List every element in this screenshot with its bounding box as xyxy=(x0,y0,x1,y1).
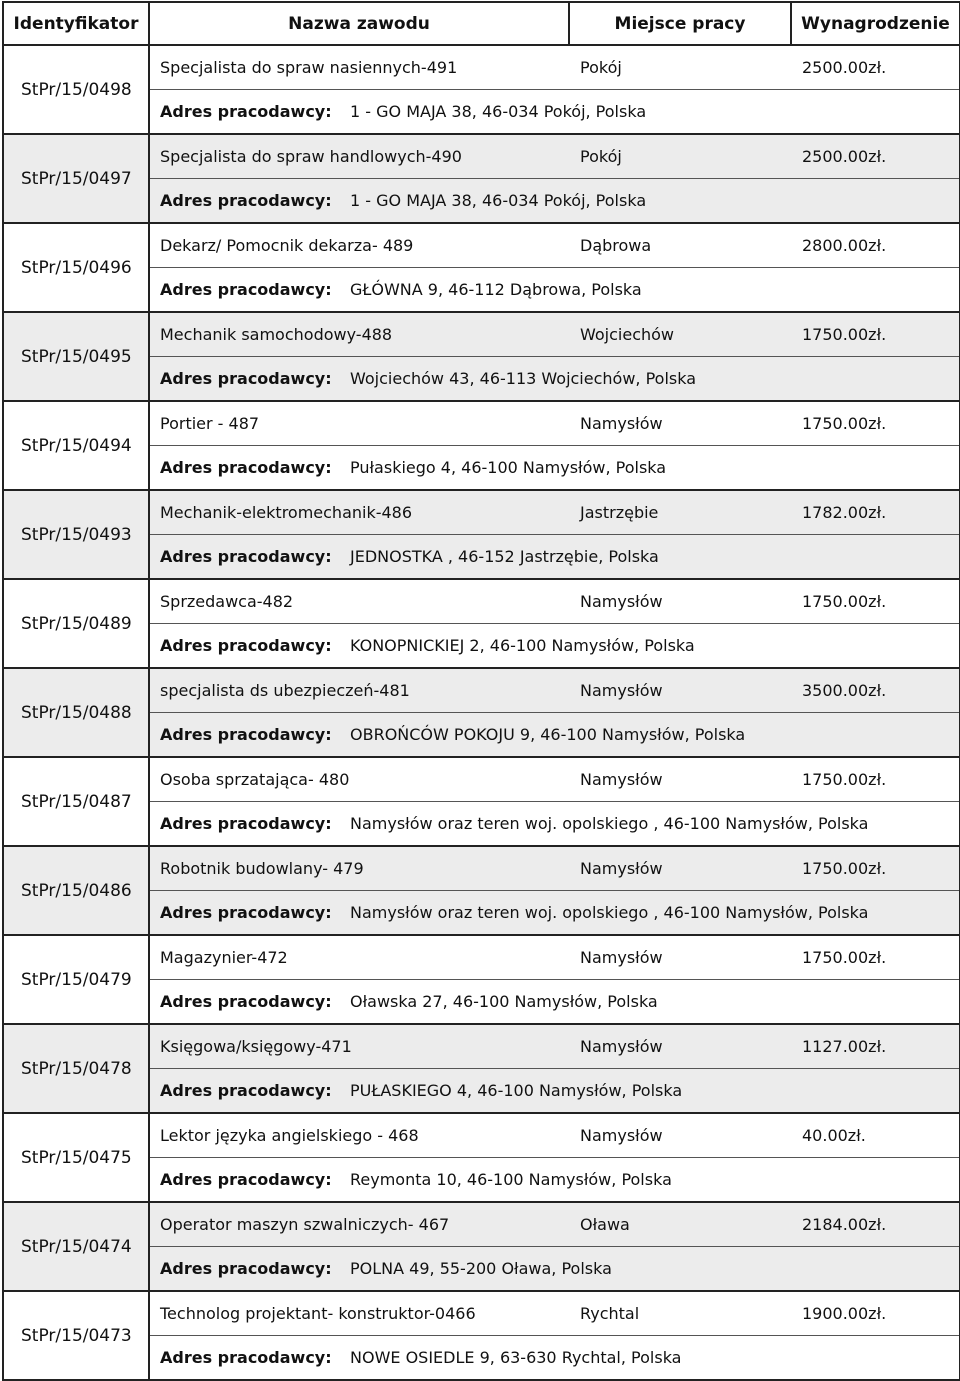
salary: 2500.00zł. xyxy=(802,147,887,166)
salary: 1750.00zł. xyxy=(802,770,887,789)
table-row xyxy=(3,668,960,757)
work-place: Namysłów xyxy=(580,948,663,967)
job-title: Portier - 487 xyxy=(160,414,260,433)
address-label: Adres pracodawcy: xyxy=(160,458,332,477)
employer-address: Oławska 27, 46-100 Namysłów, Polska xyxy=(350,992,658,1011)
header-id: Identyfikator xyxy=(3,2,149,45)
offer-address-line xyxy=(150,1336,959,1379)
offer-id: StPr/15/0473 xyxy=(3,1291,149,1380)
work-place: Namysłów xyxy=(580,414,663,433)
offer-main-line xyxy=(150,224,959,268)
salary: 1750.00zł. xyxy=(802,592,887,611)
salary: 1127.00zł. xyxy=(802,1037,887,1056)
table-row xyxy=(3,1202,960,1291)
salary: 1782.00zł. xyxy=(802,503,887,522)
offer-address-line xyxy=(150,179,959,222)
offer-id: StPr/15/0487 xyxy=(3,757,149,846)
offer-address-line xyxy=(150,446,959,489)
employer-address: Reymonta 10, 46-100 Namysłów, Polska xyxy=(350,1170,672,1189)
offer-address-line xyxy=(150,357,959,400)
offer-main-line xyxy=(150,135,959,179)
offer-main-line xyxy=(150,402,959,446)
offer-details xyxy=(149,312,960,401)
address-label: Adres pracodawcy: xyxy=(160,1170,332,1189)
work-place: Namysłów xyxy=(580,1126,663,1145)
header-job: Nazwa zawodu xyxy=(149,2,569,45)
table-row xyxy=(3,401,960,490)
offer-details xyxy=(149,401,960,490)
job-title: Mechanik samochodowy-488 xyxy=(160,325,393,344)
offer-details xyxy=(149,935,960,1024)
offer-address-line xyxy=(150,1158,959,1201)
work-place: Namysłów xyxy=(580,1037,663,1056)
employer-address: NOWE OSIEDLE 9, 63-630 Rychtal, Polska xyxy=(350,1348,682,1367)
offer-id: StPr/15/0498 xyxy=(3,45,149,134)
work-place: Dąbrowa xyxy=(580,236,652,255)
offer-details xyxy=(149,1024,960,1113)
offer-details xyxy=(149,1202,960,1291)
table-body xyxy=(3,45,960,1380)
offer-main-line xyxy=(150,580,959,624)
table-row xyxy=(3,1113,960,1202)
offer-id: StPr/15/0495 xyxy=(3,312,149,401)
offer-id: StPr/15/0489 xyxy=(3,579,149,668)
salary: 3500.00zł. xyxy=(802,681,887,700)
table-row xyxy=(3,1291,960,1380)
offer-details xyxy=(149,45,960,134)
employer-address: 1 - GO MAJA 38, 46-034 Pokój, Polska xyxy=(350,102,647,121)
offer-main-line xyxy=(150,46,959,90)
address-label: Adres pracodawcy: xyxy=(160,903,332,922)
salary: 1750.00zł. xyxy=(802,948,887,967)
employer-address: Pułaskiego 4, 46-100 Namysłów, Polska xyxy=(350,458,667,477)
employer-address: GŁÓWNA 9, 46-112 Dąbrowa, Polska xyxy=(350,280,642,299)
employer-address: OBROŃCÓW POKOJU 9, 46-100 Namysłów, Polska xyxy=(350,725,746,744)
job-title: Robotnik budowlany- 479 xyxy=(160,859,364,878)
employer-address: POLNA 49, 55-200 Oława, Polska xyxy=(350,1259,612,1278)
table-row xyxy=(3,935,960,1024)
salary: 2500.00zł. xyxy=(802,58,887,77)
work-place: Rychtal xyxy=(580,1304,640,1323)
employer-address: Namysłów oraz teren woj. opolskiego , 46-100 Namysłów, Polska xyxy=(350,814,869,833)
salary: 1750.00zł. xyxy=(802,325,887,344)
offer-id: StPr/15/0488 xyxy=(3,668,149,757)
job-title: Technolog projektant- konstruktor-0466 xyxy=(160,1304,476,1323)
job-title: Specjalista do spraw nasiennych-491 xyxy=(160,58,458,77)
address-label: Adres pracodawcy: xyxy=(160,102,332,121)
job-title: Dekarz/ Pomocnik dekarza- 489 xyxy=(160,236,414,255)
offer-details xyxy=(149,223,960,312)
work-place: Namysłów xyxy=(580,859,663,878)
table-row xyxy=(3,490,960,579)
offer-details xyxy=(149,490,960,579)
address-label: Adres pracodawcy: xyxy=(160,992,332,1011)
offer-details xyxy=(149,1291,960,1380)
work-place: Wojciechów xyxy=(580,325,675,344)
offer-address-line xyxy=(150,1069,959,1112)
salary: 2184.00zł. xyxy=(802,1215,887,1234)
offer-details xyxy=(149,757,960,846)
offer-address-line xyxy=(150,713,959,756)
job-offers-table xyxy=(2,1,960,1381)
salary: 1750.00zł. xyxy=(802,859,887,878)
job-title: Mechanik-elektromechanik-486 xyxy=(160,503,413,522)
offer-address-line xyxy=(150,802,959,845)
address-label: Adres pracodawcy: xyxy=(160,814,332,833)
offer-address-line xyxy=(150,1247,959,1290)
employer-address: Namysłów oraz teren woj. opolskiego , 46-100 Namysłów, Polska xyxy=(350,903,869,922)
employer-address: PUŁASKIEGO 4, 46-100 Namysłów, Polska xyxy=(350,1081,683,1100)
offer-main-line xyxy=(150,758,959,802)
offer-id: StPr/15/0496 xyxy=(3,223,149,312)
offer-main-line xyxy=(150,1292,959,1336)
salary: 1750.00zł. xyxy=(802,414,887,433)
address-label: Adres pracodawcy: xyxy=(160,369,332,388)
address-label: Adres pracodawcy: xyxy=(160,636,332,655)
table-row xyxy=(3,579,960,668)
job-title: Specjalista do spraw handlowych-490 xyxy=(160,147,462,166)
offer-id: StPr/15/0497 xyxy=(3,134,149,223)
offer-id: StPr/15/0493 xyxy=(3,490,149,579)
offer-main-line xyxy=(150,847,959,891)
work-place: Pokój xyxy=(580,147,622,166)
work-place: Pokój xyxy=(580,58,622,77)
header-salary: Wynagrodzenie xyxy=(791,2,960,45)
employer-address: Wojciechów 43, 46-113 Wojciechów, Polska xyxy=(350,369,697,388)
offer-address-line xyxy=(150,90,959,133)
offer-id: StPr/15/0494 xyxy=(3,401,149,490)
table-row xyxy=(3,757,960,846)
work-place: Namysłów xyxy=(580,770,663,789)
salary: 2800.00zł. xyxy=(802,236,887,255)
employer-address: 1 - GO MAJA 38, 46-034 Pokój, Polska xyxy=(350,191,647,210)
address-label: Adres pracodawcy: xyxy=(160,1259,332,1278)
offer-main-line xyxy=(150,313,959,357)
address-label: Adres pracodawcy: xyxy=(160,1081,332,1100)
table-row xyxy=(3,312,960,401)
job-title: Osoba sprzatająca- 480 xyxy=(160,770,350,789)
address-label: Adres pracodawcy: xyxy=(160,191,332,210)
offer-details xyxy=(149,579,960,668)
offer-main-line xyxy=(150,1114,959,1158)
table-row xyxy=(3,1024,960,1113)
offer-details xyxy=(149,846,960,935)
table-row xyxy=(3,45,960,134)
offer-main-line xyxy=(150,1025,959,1069)
employer-address: KONOPNICKIEJ 2, 46-100 Namysłów, Polska xyxy=(350,636,695,655)
salary: 40.00zł. xyxy=(802,1126,866,1145)
address-label: Adres pracodawcy: xyxy=(160,547,332,566)
offer-id: StPr/15/0478 xyxy=(3,1024,149,1113)
offer-details xyxy=(149,1113,960,1202)
salary: 1900.00zł. xyxy=(802,1304,887,1323)
work-place: Namysłów xyxy=(580,592,663,611)
job-title: Sprzedawca-482 xyxy=(160,592,294,611)
work-place: Oława xyxy=(580,1215,630,1234)
job-title: Księgowa/księgowy-471 xyxy=(160,1037,352,1056)
work-place: Namysłów xyxy=(580,681,663,700)
address-label: Adres pracodawcy: xyxy=(160,1348,332,1367)
offer-address-line xyxy=(150,891,959,934)
table-row xyxy=(3,846,960,935)
offer-address-line xyxy=(150,268,959,311)
offer-id: StPr/15/0475 xyxy=(3,1113,149,1202)
job-title: Operator maszyn szwalniczych- 467 xyxy=(160,1215,450,1234)
offer-address-line xyxy=(150,535,959,578)
offer-id: StPr/15/0474 xyxy=(3,1202,149,1291)
offer-id: StPr/15/0486 xyxy=(3,846,149,935)
offer-address-line xyxy=(150,980,959,1023)
address-label: Adres pracodawcy: xyxy=(160,280,332,299)
table-row xyxy=(3,134,960,223)
offer-id: StPr/15/0479 xyxy=(3,935,149,1024)
offer-details xyxy=(149,134,960,223)
offer-main-line xyxy=(150,936,959,980)
address-label: Adres pracodawcy: xyxy=(160,725,332,744)
offer-main-line xyxy=(150,669,959,713)
work-place: Jastrzębie xyxy=(580,503,659,522)
offer-main-line xyxy=(150,1203,959,1247)
job-title: Magazynier-472 xyxy=(160,948,288,967)
employer-address: JEDNOSTKA , 46-152 Jastrzębie, Polska xyxy=(350,547,659,566)
header-place: Miejsce pracy xyxy=(569,2,791,45)
job-title: specjalista ds ubezpieczeń-481 xyxy=(160,681,410,700)
offer-address-line xyxy=(150,624,959,667)
table-row xyxy=(3,223,960,312)
job-title: Lektor języka angielskiego - 468 xyxy=(160,1126,419,1145)
offer-main-line xyxy=(150,491,959,535)
table-header-row xyxy=(3,2,960,45)
offer-details xyxy=(149,668,960,757)
